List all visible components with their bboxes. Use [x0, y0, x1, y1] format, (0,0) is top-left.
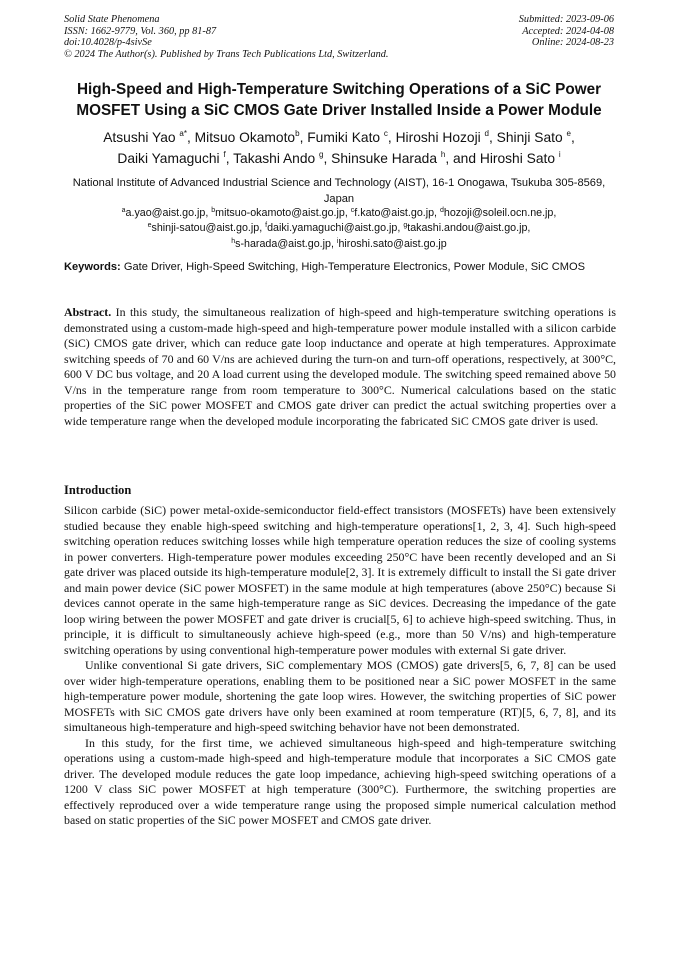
author: Takashi Ando $^g$	[233, 149, 324, 166]
paragraph: Unlike conventional Si gate drivers, SiC complementary MOS (CMOS) gate drivers[5, 6, 7, 8] can be used over wider high-temperature operations, enabling them to be positioned near a SiC power MOSFET in the same high-temperature power module, shortening the gate loop wires. However, the switching properties of SiC power MOSFETs with SiC CMOS gate drivers have only been examined at room temperature (RT)[5, 6, 7, 8], and its simultaneous high-temperature and high-speed switching behavior have not been demonstrated.	[64, 658, 616, 734]
introduction-body	[64, 503, 616, 829]
abstract-label: Abstract.	[64, 305, 112, 319]
author: Atsushi Yao $^{a*}$	[103, 129, 187, 145]
email[interactable]: $^h$s-harada@aist.go.jp	[231, 237, 331, 250]
date-submitted: Submitted: 2023-09-06	[518, 14, 614, 25]
date-online: Online: 2024-08-23	[531, 37, 614, 49]
journal-copyright: © 2024 The Author(s). Published by Trans Tech Publications Ltd, Switzerland.	[64, 48, 389, 60]
email[interactable]: $^c$f.kato@aist.go.jp	[350, 207, 435, 219]
paper-title: High-Speed and High-Temperature Switching Operations of a SiC Power MOSFET Using a SiC CMOS Gate Driver Installed Inside a Power Module	[76, 81, 602, 119]
keywords	[64, 260, 616, 275]
publication-dates	[519, 14, 614, 49]
email[interactable]: $^b$mitsuo-okamoto@aist.go.jp	[211, 207, 345, 219]
paragraph: In this study, for the first time, we achieved simultaneous high-speed and high-temperature switching operations using a custom-made high-speed and high-temperature module that incorporates a SiC CMOS gate driver. The developed module reduces the gate loop impedance, achieving high-speed switching operations of a 1200 V class SiC power MOSFET at high temperature (300°C). Furthermore, the switching properties are effectively reproduced over a wide temperature range using the proposed simple numerical calculation method based on static properties of the SiC power MOSFET and CMOS gate driver.	[64, 735, 616, 827]
email[interactable]: $^i$hiroshi.sato@aist.go.jp	[336, 237, 447, 250]
email[interactable]: $^f$daiki.yamaguchi@aist.go.jp	[265, 222, 398, 235]
date-accepted: Accepted: 2024-04-08	[522, 25, 614, 37]
email[interactable]: $^a$a.yao@aist.go.jp	[121, 207, 206, 219]
email-list: $^a$a.yao@aist.go.jp, $^b$mitsuo-okamoto@aist.go.jp, $^c$f.kato@aist.go.jp, $^d$hozoji@soleil.ocn.ne.jp, $^e$shinji-satou@aist.go.jp, $^f$daiki.yamaguchi@aist.go.jp, $^g$takashi.andou@aist.go.jp, $^h$s-harada@aist.go.jp, $^i$hiroshi.sato@aist.go.jp	[121, 207, 557, 250]
email[interactable]: $^e$shinji-satou@aist.go.jp	[147, 222, 260, 235]
email[interactable]: $^d$hozoji@soleil.ocn.ne.jp	[440, 207, 554, 219]
author: Hiroshi Hozoji $^d$	[395, 129, 489, 145]
journal-header	[64, 14, 614, 60]
author: Mitsuo Okamoto$^b$	[194, 129, 300, 145]
journal-name: Solid State Phenomena	[64, 14, 160, 25]
section-heading-introduction: Introduction	[64, 483, 132, 497]
author: Shinji Sato $^e$	[496, 129, 571, 145]
email[interactable]: $^g$takashi.andou@aist.go.jp	[403, 222, 528, 235]
author: Fumiki Kato $^c$	[307, 129, 388, 145]
author: Shinsuke Harada $^h$	[331, 149, 446, 166]
author: Daiki Yamaguchi $^f$	[117, 149, 226, 166]
affiliation: National Institute of Advanced Industrial Science and Technology (AIST), 16-1 Onogawa, Tsukuba 305-8569, Japan	[72, 177, 606, 205]
journal-info	[64, 14, 388, 60]
author-list: Atsushi Yao $^{a*}$, Mitsuo Okamoto$^b$, Fumiki Kato $^c$, Hiroshi Hozoji $^d$, Shinji Sato $^e$, Daiki Yamaguchi $^f$, Takashi Ando $^g$, Shinsuke Harada $^h$, and Hiroshi Sato $^i$	[103, 129, 575, 166]
keywords-label: Keywords:	[64, 261, 121, 273]
keywords-text: Gate Driver, High-Speed Switching, High-Temperature Electronics, Power Module, SiC CMOS	[123, 261, 585, 273]
author: Hiroshi Sato $^i$	[479, 149, 561, 166]
journal-issn: ISSN: 1662-9779, Vol. 360, pp 81-87	[64, 25, 217, 37]
abstract-text: In this study, the simultaneous realization of high-speed and high-temperature switching operations is demonstrated using a custom-made high-speed and high-temperature power module installed with a silicon carbide (SiC) CMOS gate driver, which can reduce gate loop inductance and operate at high temperatures. Approximate switching speeds of 70 and 60 V/ns are achieved during the turn-on and turn-off operations, respectively, at 300°C, 600 V DC bus voltage, and 20 A load current using the developed module. The switching speed remained above 50 V/ns in the temperature range from room temperature to 300°C. Numerical calculations based on the static properties of the SiC power MOSFET and CMOS gate driver can predict the actual switching properties over a wide temperature range when the developed module incorporating the fabricated SiC CMOS gate driver is used.	[64, 305, 616, 428]
abstract	[64, 305, 616, 429]
journal-doi[interactable]: doi:10.4028/p-4sivSe	[64, 37, 152, 49]
paragraph: Silicon carbide (SiC) power metal-oxide-semiconductor field-effect transistors (MOSFETs) have been extensively studied because they enable high-speed switching and high-temperature operations[1, 2, 3, 4]. Such high-speed switching operation reduces switching losses while high temperature operation reduces the size of cooling systems in power converters. High-temperature power modules exceeding 250°C have been recently developed and an Si gate driver was placed outside its high-temperature module[2, 3]. It is extremely difficult to install the Si gate driver and main power device (SiC power MOSFET) in the same module at high temperatures (above 250°C) because Si devices cannot operate in the same high-temperature range as SiC devices. Decreasing the impedance of the gate loop wiring between the power MOSFET and gate driver is crucial[5, 6] to achieve high-speed switching. Thus, in principle, it is difficult to simultaneously achieve high-speed (e.g., more than 50 V/ns) and high-temperature switching operations by using conventional high-temperature power modules with external Si gate driver.	[64, 503, 616, 657]
